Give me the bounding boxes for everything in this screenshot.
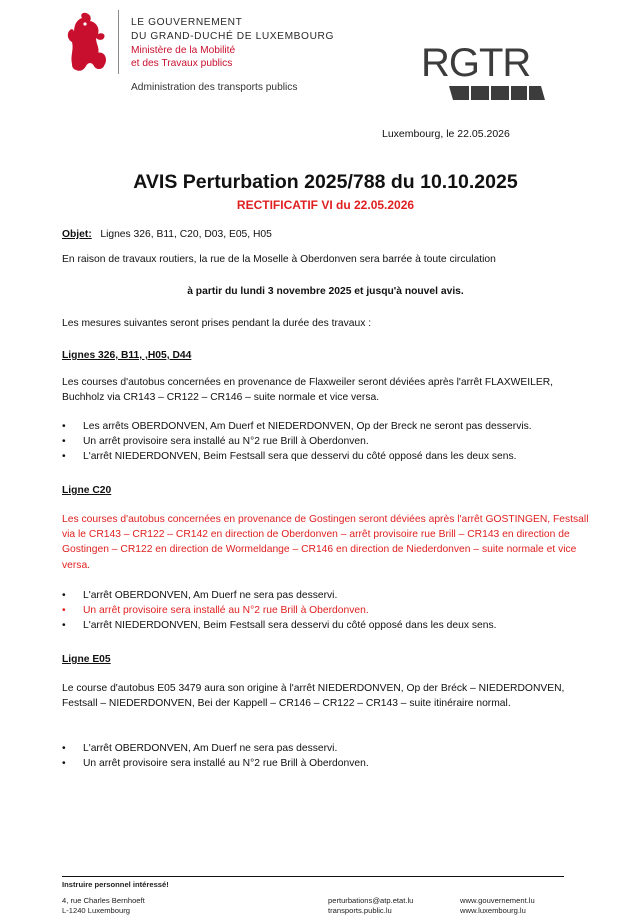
- ministry-name-line2: et des Travaux publics: [131, 58, 233, 69]
- bullet-icon: •: [62, 451, 66, 463]
- list-item: • L'arrêt OBERDONVEN, Am Duerf ne sera pas desservi.: [62, 588, 602, 603]
- footer-gouvernement-link[interactable]: www.gouvernement.lu: [460, 896, 535, 905]
- objet-text: Lignes 326, B11, C20, D03, E05, H05: [100, 229, 272, 240]
- section-paragraph-lignes-326: Les courses d'autobus concernées en provenance de Flaxweiler seront déviées après l'arrêt FLAXWEILER, Buchholz via CR143 – CR122 – CR146 – suite normale et vice versa.: [62, 377, 554, 404]
- government-name-line1: LE GOUVERNEMENT: [131, 17, 243, 28]
- bullet-list-ligne-e05: [62, 741, 602, 771]
- bullet-list-ligne-c20: [62, 588, 602, 634]
- list-item: • L'arrêt NIEDERDONVEN, Beim Festsall sera desservi du côté opposé dans les deux sens.: [62, 618, 602, 633]
- notice-title: AVIS Perturbation 2025/788 du 10.10.2025: [133, 171, 518, 193]
- government-name-line2: DU GRAND-DUCHÉ DE LUXEMBOURG: [131, 31, 335, 42]
- section-heading-lignes-326: Lignes 326, B11, ,H05, D44: [62, 350, 192, 361]
- rgtr-logo: [419, 40, 545, 102]
- list-item: • Un arrêt provisoire sera installé au N°2 rue Brill à Oberdonven.: [62, 756, 602, 771]
- red-lion-icon: [62, 10, 110, 74]
- list-item: • L'arrêt NIEDERDONVEN, Beim Festsall sera que desservi du côté opposé dans les deux sens.: [62, 449, 602, 464]
- intro-paragraph: En raison de travaux routiers, la rue de la Moselle à Oberdonven sera barrée à toute circulation: [62, 254, 496, 265]
- footer-divider: [62, 876, 564, 877]
- footer-address-line1: 4, rue Charles Bernhoeft: [62, 896, 145, 905]
- bullet-icon: •: [62, 436, 66, 448]
- list-item: • L'arrêt OBERDONVEN, Am Duerf ne sera pas desservi.: [62, 741, 602, 756]
- rgtr-logo-text: RGTR: [421, 41, 531, 85]
- header-divider: [118, 10, 119, 74]
- footer-instruction: Instruire personnel intéressé!: [62, 880, 169, 889]
- footer-address-line2: L-1240 Luxembourg: [62, 906, 130, 915]
- bullet-icon: •: [62, 590, 66, 601]
- list-item: • Un arrêt provisoire sera installé au N°2 rue Brill à Oberdonven.: [62, 603, 602, 618]
- bullet-icon: •: [62, 421, 66, 432]
- section-heading-ligne-c20: Ligne C20: [62, 485, 112, 496]
- bullet-icon: •: [62, 620, 66, 632]
- rectificatif-subtitle: RECTIFICATIF VI du 22.05.2026: [236, 198, 415, 212]
- bullet-icon: •: [62, 743, 66, 754]
- footer-transports-link[interactable]: transports.public.lu: [328, 906, 392, 915]
- section-paragraph-ligne-c20: Les courses d'autobus concernées en provenance de Gostingen seront déviées après l'arrêt GOSTINGEN, Festsall via le CR143 – CR122 – CR142 en direction de Oberdonven – arrêt provisoire rue Brill – CR143 en direction de Gostingen – CR122 en direction de Wormeldange – CR146 en direction de Niederdonven – suite normale et vice versa.: [62, 514, 589, 571]
- footer-luxembourg-link[interactable]: www.luxembourg.lu: [460, 906, 526, 915]
- list-item: • Les arrêts OBERDONVEN, Am Duerf et NIEDERDONVEN, Op der Breck ne seront pas desservis.: [62, 419, 602, 434]
- period-line: à partir du lundi 3 novembre 2025 et jusqu'à nouvel avis.: [187, 286, 464, 297]
- section-heading-ligne-e05: Ligne E05: [62, 654, 111, 665]
- objet-line: [62, 227, 272, 242]
- bullet-icon: •: [62, 605, 66, 617]
- measures-line: Les mesures suivantes seront prises pendant la durée des travaux :: [62, 318, 372, 329]
- bullet-list-lignes-326: [62, 419, 602, 465]
- notice-date: Luxembourg, le 22.05.2026: [382, 128, 510, 140]
- list-item: • Un arrêt provisoire sera installé au N°2 rue Brill à Oberdonven.: [62, 434, 602, 449]
- ministry-name-line1: Ministère de la Mobilité: [131, 45, 236, 56]
- section-paragraph-ligne-e05: Le course d'autobus E05 3479 aura son origine à l'arrêt NIEDERDONVEN, Op der Bréck – NIEDERDONVEN, Festsall – NIEDERDONVEN, Bei der Kappell – CR146 – CR122 – CR143 – suite itinéraire normal.: [62, 683, 565, 710]
- footer-email-link[interactable]: perturbations@atp.etat.lu: [328, 896, 414, 905]
- bullet-icon: •: [62, 758, 66, 770]
- administration-name: Administration des transports publics: [131, 82, 298, 93]
- objet-label: Objet:: [62, 229, 92, 240]
